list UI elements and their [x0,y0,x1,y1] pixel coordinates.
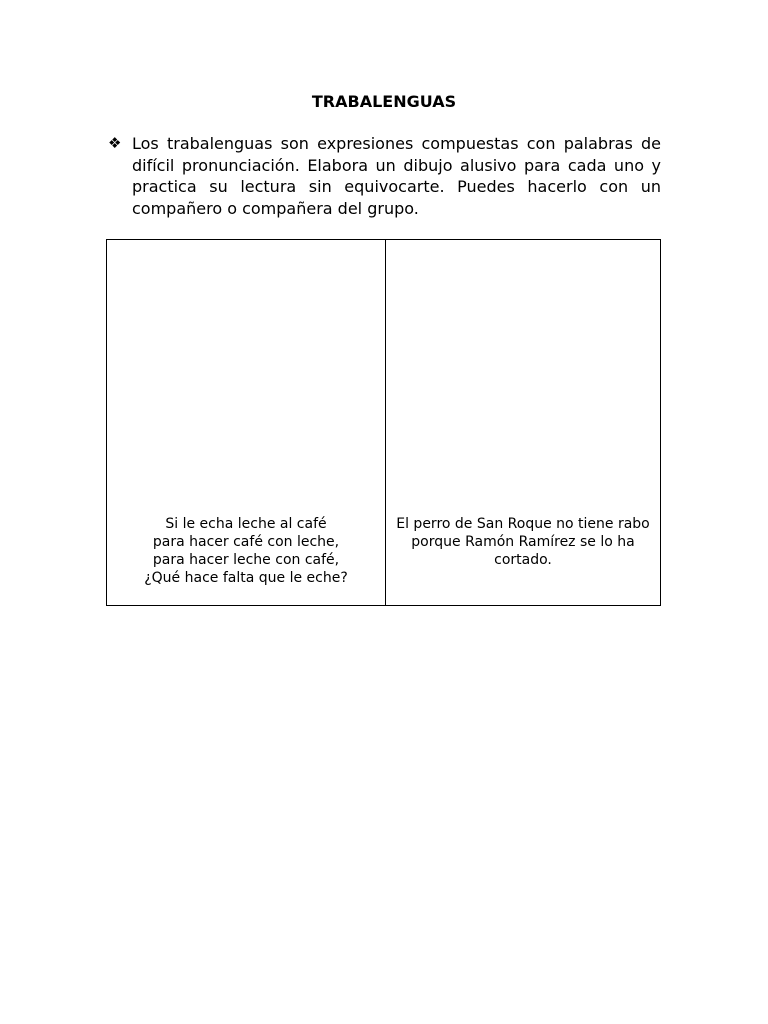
tongue-twister-table [106,239,661,606]
page-title: TRABALENGUAS [311,92,457,111]
tongue-twister-verse [111,515,381,587]
table-cell-right [386,240,660,605]
drawing-area[interactable] [107,240,385,510]
instruction-item [106,133,661,219]
table-cell-left [107,240,386,605]
verse-line: porque Ramón Ramírez se lo ha cortado. [411,534,635,568]
tongue-twister-verse [390,515,656,569]
verse-line: ¿Qué hace falta que le eche? [144,570,348,586]
diamond-bullet-icon: ❖ [108,134,122,152]
instruction-text: Los trabalenguas son expresiones compuestas con palabras de difícil pronunciación. Elabora un dibujo alusivo para cada uno y practica su lectura sin equivocarte. Puedes hacerlo con un compañero o compañera del grupo. [132,134,661,218]
verse-line: para hacer café con leche, [152,534,340,550]
drawing-area[interactable] [386,240,660,510]
verse-line: El perro de San Roque no tiene rabo [396,516,650,532]
verse-line: para hacer leche con café, [152,552,340,568]
verse-line: Si le echa leche al café [165,516,327,532]
